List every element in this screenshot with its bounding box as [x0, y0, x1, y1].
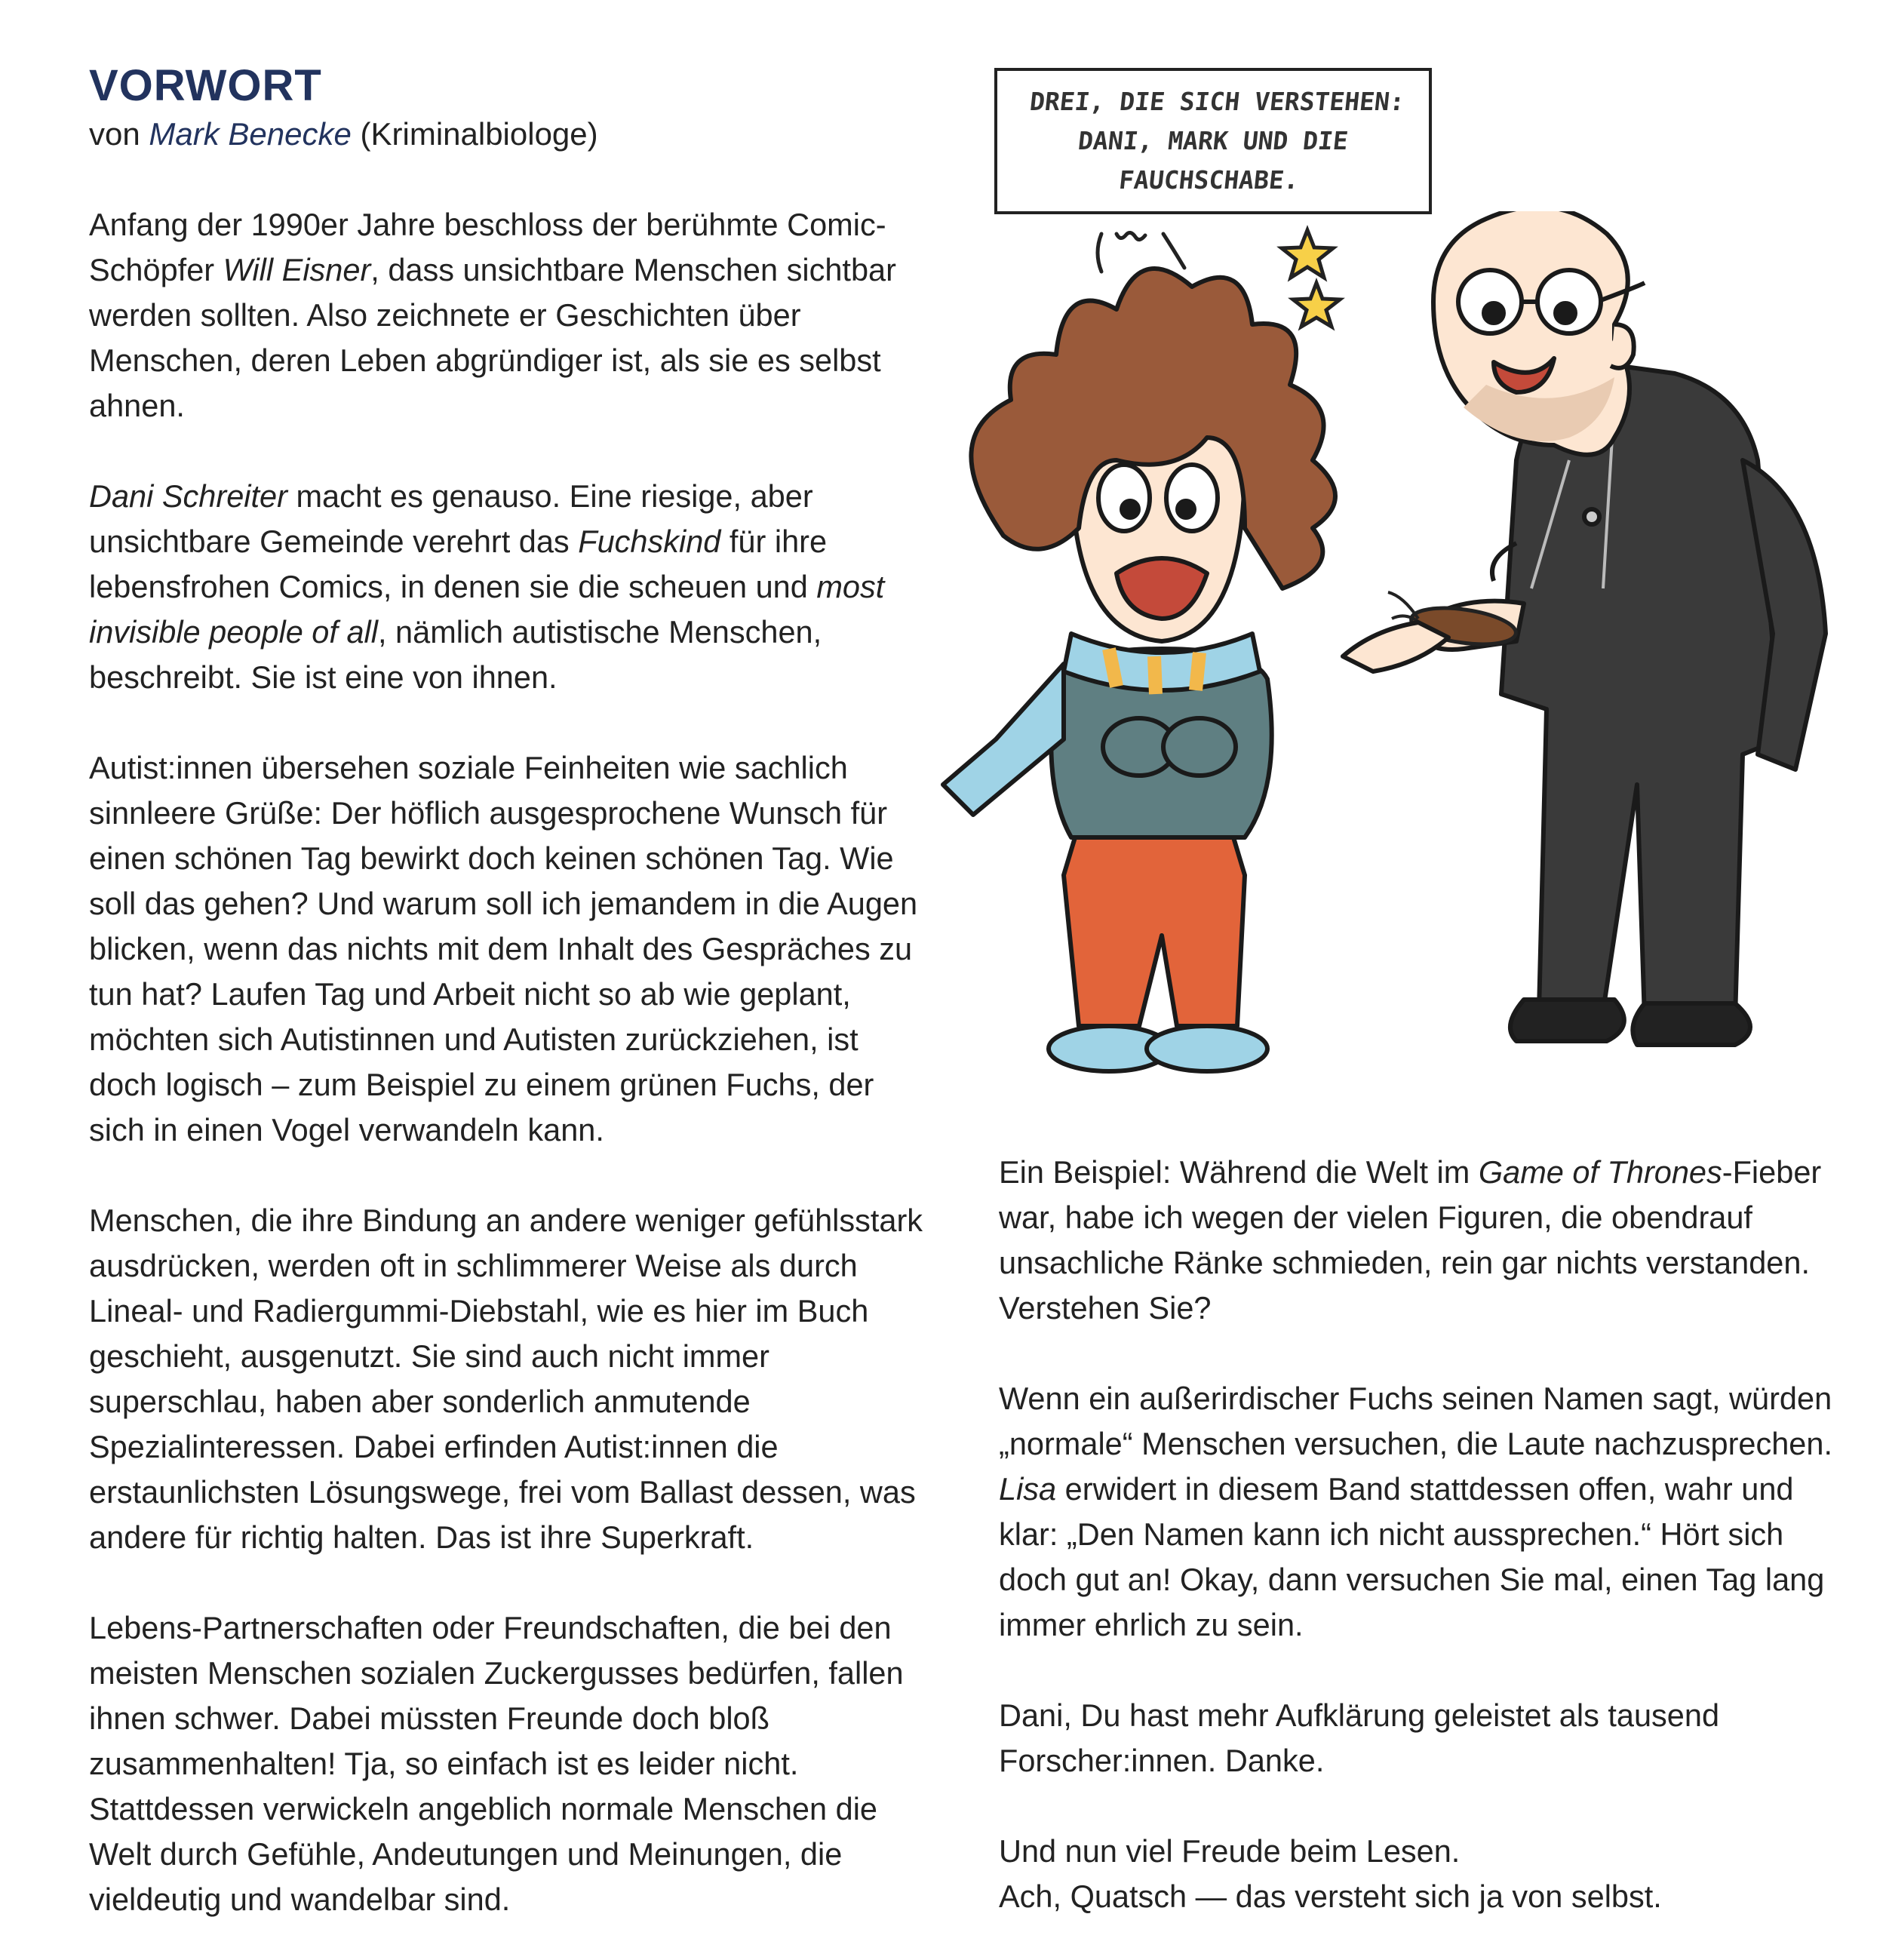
paragraph-3: Autist:innen übersehen soziale Feinheiten wie sachlich sinnleere Grüße: Der höflich ausgesprochene Wunsch für einen schönen Tag bewirkt doch keinen schönen Tag. Wie soll das gehen? Und warum soll ich jemandem in die Augen blicken, wenn das nichts mit dem Inhalt des Gespräches zu tun hat? Laufen Tag und Arbeit nicht so ab wie geplant, möchten sich Autistinnen und Autisten zurückziehen, ist doch logisch – zum Beispiel zu einem grünen Fuchs, der sich in einen Vogel verwandeln kann. — [89, 750, 918, 1147]
p1-text-c: , dass unsichtbare Menschen sichtbar werden sollten. Also zeichnete er Geschichten über Menschen, deren Leben abgründiger ist, als sie es selbst ahnen. — [89, 252, 896, 423]
paragraph-6 — [999, 1150, 1851, 1331]
star-icon — [1282, 230, 1333, 278]
byline — [89, 112, 598, 157]
p6-title-game-of-thrones: Game of Thrones — [1478, 1154, 1722, 1190]
star-icon — [1293, 283, 1340, 327]
p2-text-d: für ihre lebensfrohen Comics, in denen sie die scheuen und — [89, 524, 828, 604]
p1-text-a: Anfang der 1990er Jahre beschloss der berühmte Comic-Schöpfer — [89, 207, 886, 287]
paragraph-1 — [89, 202, 932, 429]
paragraph-5: Lebens-Partnerschaften oder Freundschaften, die bei den meisten Menschen sozialen Zuckergusses bedürfen, fallen ihnen schwer. Dabei müssten Freunde doch bloß zusammenhalten! Tja, so einfach ist es leider nicht. Stattdessen verwickeln angeblich normale Menschen die Welt durch Gefühle, Andeutungen und Meinungen, die vieldeutig und wandelbar sind. — [89, 1610, 904, 1917]
p7-name-lisa: Lisa — [999, 1471, 1057, 1507]
byline-author: Mark Benecke — [149, 116, 352, 152]
left-column — [89, 202, 932, 1922]
p2-text-b: macht es genauso. Eine riesige, aber unsichtbare Gemeinde verehrt das — [89, 478, 813, 559]
p6-text-c: -Fieber war, habe ich wegen der vielen Figuren, die obendrauf unsachliche Ränke schmieden, rein gar nichts verstanden. Verstehen Sie? — [999, 1154, 1822, 1326]
closing-line-2: Ach, Quatsch — das versteht sich ja von selbst. — [999, 1879, 1662, 1914]
paragraph-8: Dani, Du hast mehr Aufklärung geleistet als tausend Forscher:innen. Danke. — [999, 1697, 1720, 1778]
speech-bubble — [994, 68, 1432, 214]
speech-bubble-text: DREI, DIE SICH VERSTEHEN: DANI, MARK UND DIE FAUCHSCHABE. — [1028, 87, 1406, 195]
byline-prefix: von — [89, 116, 140, 152]
closing-line-1: Und nun viel Freude beim Lesen. — [999, 1833, 1461, 1869]
p1-name-will-eisner: Will Eisner — [223, 252, 371, 287]
p2-text-f: , nämlich autistische Menschen, beschreibt. Sie ist eine von ihnen. — [89, 614, 822, 695]
p2-quote-invisible: most invisible people of all — [89, 569, 885, 650]
p7-text-a: Wenn ein außerirdischer Fuchs seinen Namen sagt, würden „normale“ Menschen versuchen, die Laute nachzusprechen. — [999, 1381, 1832, 1461]
page-title: VORWORT — [89, 61, 322, 110]
byline-role: (Kriminalbiologe) — [360, 116, 598, 152]
p6-text-a: Ein Beispiel: Während die Welt im — [999, 1154, 1479, 1190]
paragraph-2 — [89, 474, 932, 700]
p7-text-c: erwidert in diesem Band stattdessen offen, wahr und klar: „Den Namen kann ich nicht aussprechen.“ Hört sich doch gut an! Okay, dann versuchen Sie mal, einen Tag lang immer ehrlich zu sein. — [999, 1471, 1825, 1642]
p2-name-dani-schreiter: Dani Schreiter — [89, 478, 287, 514]
dani-figure — [943, 269, 1448, 1071]
paragraph-9 — [999, 1829, 1851, 1919]
paragraph-4: Menschen, die ihre Bindung an andere weniger gefühlsstark ausdrücken, werden oft in schlimmerer Weise als durch Lineal- und Radiergummi-Diebstahl, wie es hier im Buch geschieht, ausgenutzt. Sie sind auch nicht immer superschlau, haben aber sonderlich anmutende Spezialinteressen. Dabei erfinden Autist:innen die erstaunlichsten Lösungswege, frei vom Ballast dessen, was andere für richtig halten. Das ist ihre Superkraft. — [89, 1203, 923, 1555]
right-column — [999, 1150, 1851, 1919]
paragraph-7 — [999, 1376, 1851, 1648]
speech-tail-marks — [1098, 232, 1184, 272]
p2-name-fuchskind: Fuchskind — [578, 524, 721, 559]
comic-illustration — [890, 211, 1871, 1147]
